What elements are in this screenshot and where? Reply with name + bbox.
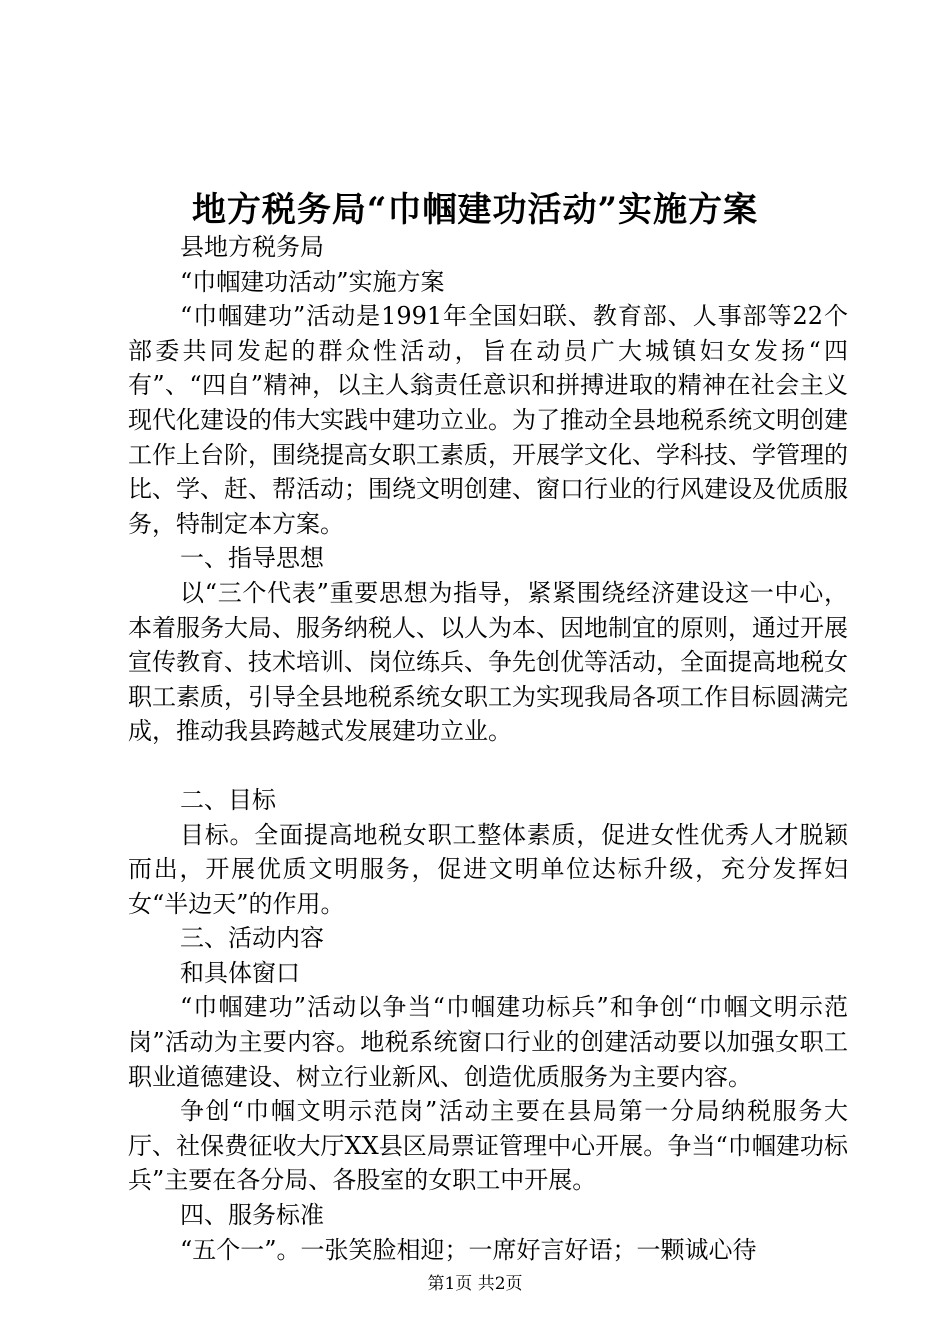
document-title: 地方税务局“巾帼建功活动”实施方案 (191, 190, 759, 230)
section-heading-activity-content: 三、活动内容 (180, 924, 324, 953)
paragraph-guiding-thought: 以“三个代表”重要思想为指导，紧紧围绕经济建设这一中心，本着服务大局、服务纳税人、以人为本、因地制宜的原则，通过开展宣传教育、技术培训、岗位练兵、争先创优等活动，全面提高地税女职工素质，引导全县地税系统女职工为实现我局各项工作目标圆满完成，推动我县跨越式发展建功立业。 (128, 578, 848, 746)
section-heading-service-standard: 四、服务标准 (180, 1201, 324, 1230)
document-body (128, 230, 848, 1267)
paragraph-service-standard: “五个一”。一张笑脸相迎；一席好言好语；一颗诚心待 (180, 1235, 757, 1264)
paragraph-subtitle: “巾帼建功活动”实施方案 (180, 267, 445, 296)
section-heading-goal: 二、目标 (180, 785, 276, 814)
paragraph-model-post: 争创“巾帼文明示范岗”活动主要在县局第一分局纳税服务大厅、社保费征收大厅XX县区局票证管理中心开展。争当“巾帼建功标兵”主要在各分局、各股室的女职工中开展。 (128, 1097, 848, 1195)
paragraph-goal: 目标。全面提高地税女职工整体素质，促进女性优秀人才脱颖而出，开展优质文明服务，促进文明单位达标升级，充分发挥妇女“半边天”的作用。 (128, 820, 848, 918)
section-heading-guiding-thought: 一、指导思想 (180, 544, 324, 573)
paragraph-intro: “巾帼建功”活动是1991年全国妇联、教育部、人事部等22个部委共同发起的群众性活动，旨在动员广大城镇妇女发扬“四有”、“四自”精神，以主人翁责任意识和拼搏进取的精神在社会主义现代化建设的伟大实践中建功立业。为了推动全县地税系统文明创建工作上台阶，围绕提高女职工素质，开展学文化、学科技、学管理的比、学、赶、帮活动；围绕文明创建、窗口行业的行风建设及优质服务，特制定本方案。 (128, 302, 848, 538)
paragraph-activity-content: “巾帼建功”活动以争当“巾帼建功标兵”和争创“巾帼文明示范岗”活动为主要内容。地税系统窗口行业的创建活动要以加强女职工职业道德建设、树立行业新风、创造优质服务为主要内容。 (128, 993, 848, 1091)
page-footer: 第1页 共2页 (427, 1274, 523, 1294)
paragraph-issuer: 县地方税务局 (180, 233, 324, 261)
paragraph-specific-window: 和具体窗口 (180, 958, 300, 987)
